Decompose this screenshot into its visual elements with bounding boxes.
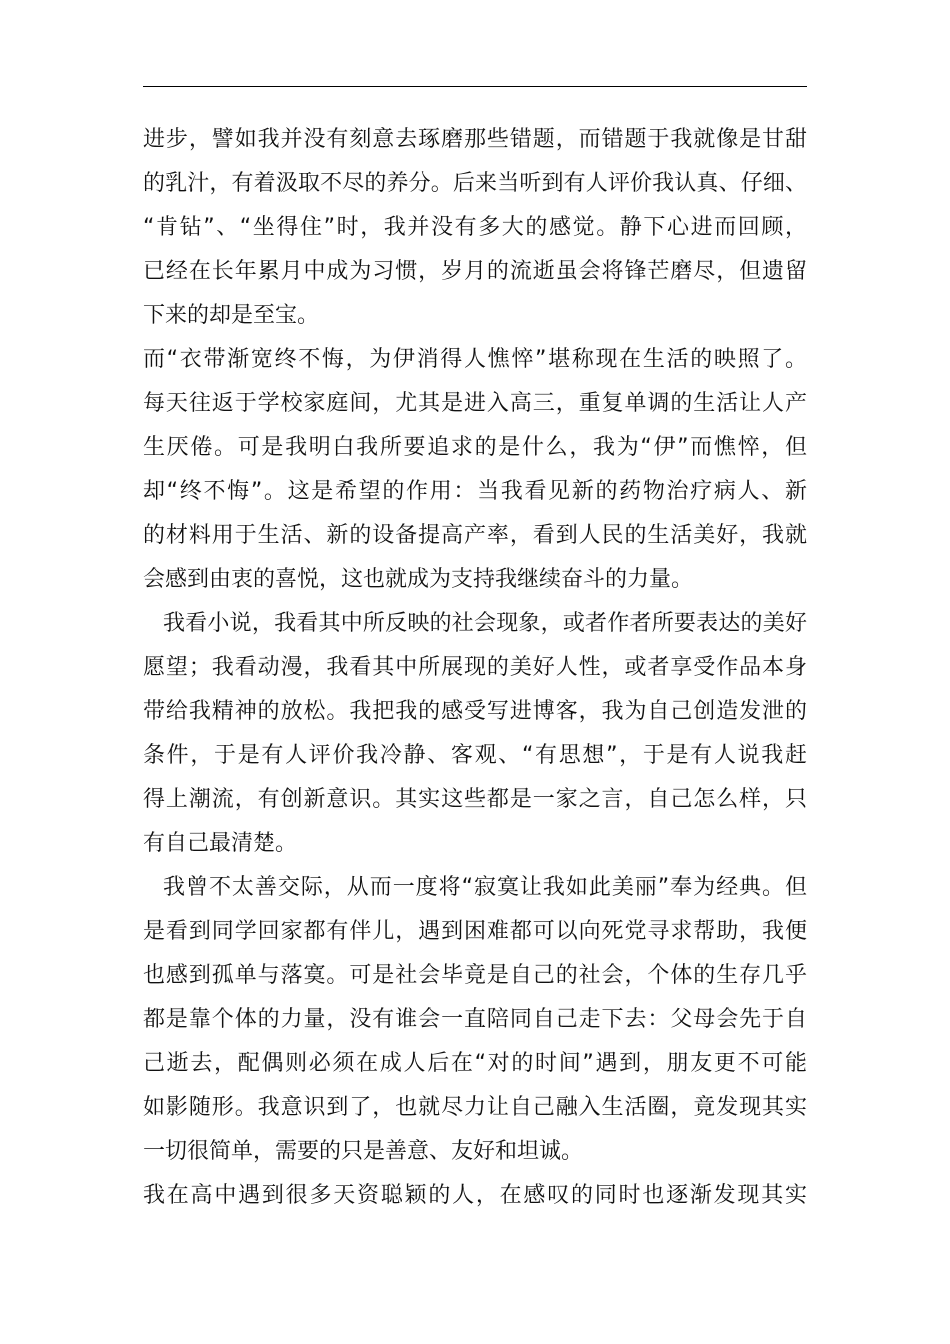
text-line: 我在高中遇到很多天资聪颖的人，在感叹的同时也逐渐发现其实: [143, 1183, 807, 1208]
text-line: 会感到由衷的喜悦，这也就成为支持我继续奋斗的力量。: [143, 567, 694, 592]
text-line: 己逝去，配偶则必须在成人后在“对的时间”遇到，朋友更不可能: [143, 1051, 807, 1076]
text-line: 条件，于是有人评价我冷静、客观、“有思想”，于是有人说我赶: [143, 743, 807, 768]
text-line: 一切很简单，需要的只是善意、友好和坦诚。: [143, 1139, 584, 1164]
text-line: 是看到同学回家都有伴儿，遇到困难都可以向死党寻求帮助，我便: [143, 919, 807, 944]
text-line: 生厌倦。可是我明白我所要追求的是什么，我为“伊”而憔悴，但: [143, 435, 807, 460]
page-body: [143, 118, 807, 1218]
header-rule: [143, 86, 807, 87]
text-line: 有自己最清楚。: [143, 831, 298, 856]
text-line: 都是靠个体的力量，没有谁会一直陪同自己走下去：父母会先于自: [143, 1007, 807, 1032]
text-line: 的材料用于生活、新的设备提高产率，看到人民的生活美好，我就: [143, 523, 807, 548]
text-line: 如影随形。我意识到了，也就尽力让自己融入生活圈，竟发现其实: [143, 1095, 807, 1120]
text-line: 而“衣带渐宽终不悔，为伊消得人憔悴”堪称现在生活的映照了。: [143, 347, 807, 372]
paragraph: [143, 602, 807, 866]
text-line: 已经在长年累月中成为习惯，岁月的流逝虽会将锋芒磨尽，但遗留: [143, 259, 807, 284]
text-line: “肯钻”、“坐得住”时，我并没有多大的感觉。静下心进而回顾，: [143, 215, 807, 240]
text-line: 得上潮流，有创新意识。其实这些都是一家之言，自己怎么样，只: [143, 787, 807, 812]
paragraph: [143, 1174, 807, 1218]
text-line: 我曾不太善交际，从而一度将“寂寞让我如此美丽”奉为经典。但: [163, 875, 807, 900]
paragraph: [143, 866, 807, 1174]
text-line: 我看小说，我看其中所反映的社会现象，或者作者所要表达的美好: [163, 611, 807, 636]
text-line: 带给我精神的放松。我把我的感受写进博客，我为自己创造发泄的: [143, 699, 807, 724]
paragraph: [143, 338, 807, 602]
text-line: 进步，譬如我并没有刻意去琢磨那些错题，而错题于我就像是甘甜: [143, 127, 807, 152]
text-line: 下来的却是至宝。: [143, 303, 320, 328]
paragraph: [143, 118, 807, 338]
text-line: 愿望；我看动漫，我看其中所展现的美好人性，或者享受作品本身: [143, 655, 807, 680]
text-line: 的乳汁，有着汲取不尽的养分。后来当听到有人评价我认真、仔细、: [143, 171, 807, 196]
text-line: 每天往返于学校家庭间，尤其是进入高三，重复单调的生活让人产: [143, 391, 807, 416]
text-line: 也感到孤单与落寞。可是社会毕竟是自己的社会，个体的生存几乎: [143, 963, 807, 988]
text-line: 却“终不悔”。这是希望的作用：当我看见新的药物治疗病人、新: [143, 479, 807, 504]
